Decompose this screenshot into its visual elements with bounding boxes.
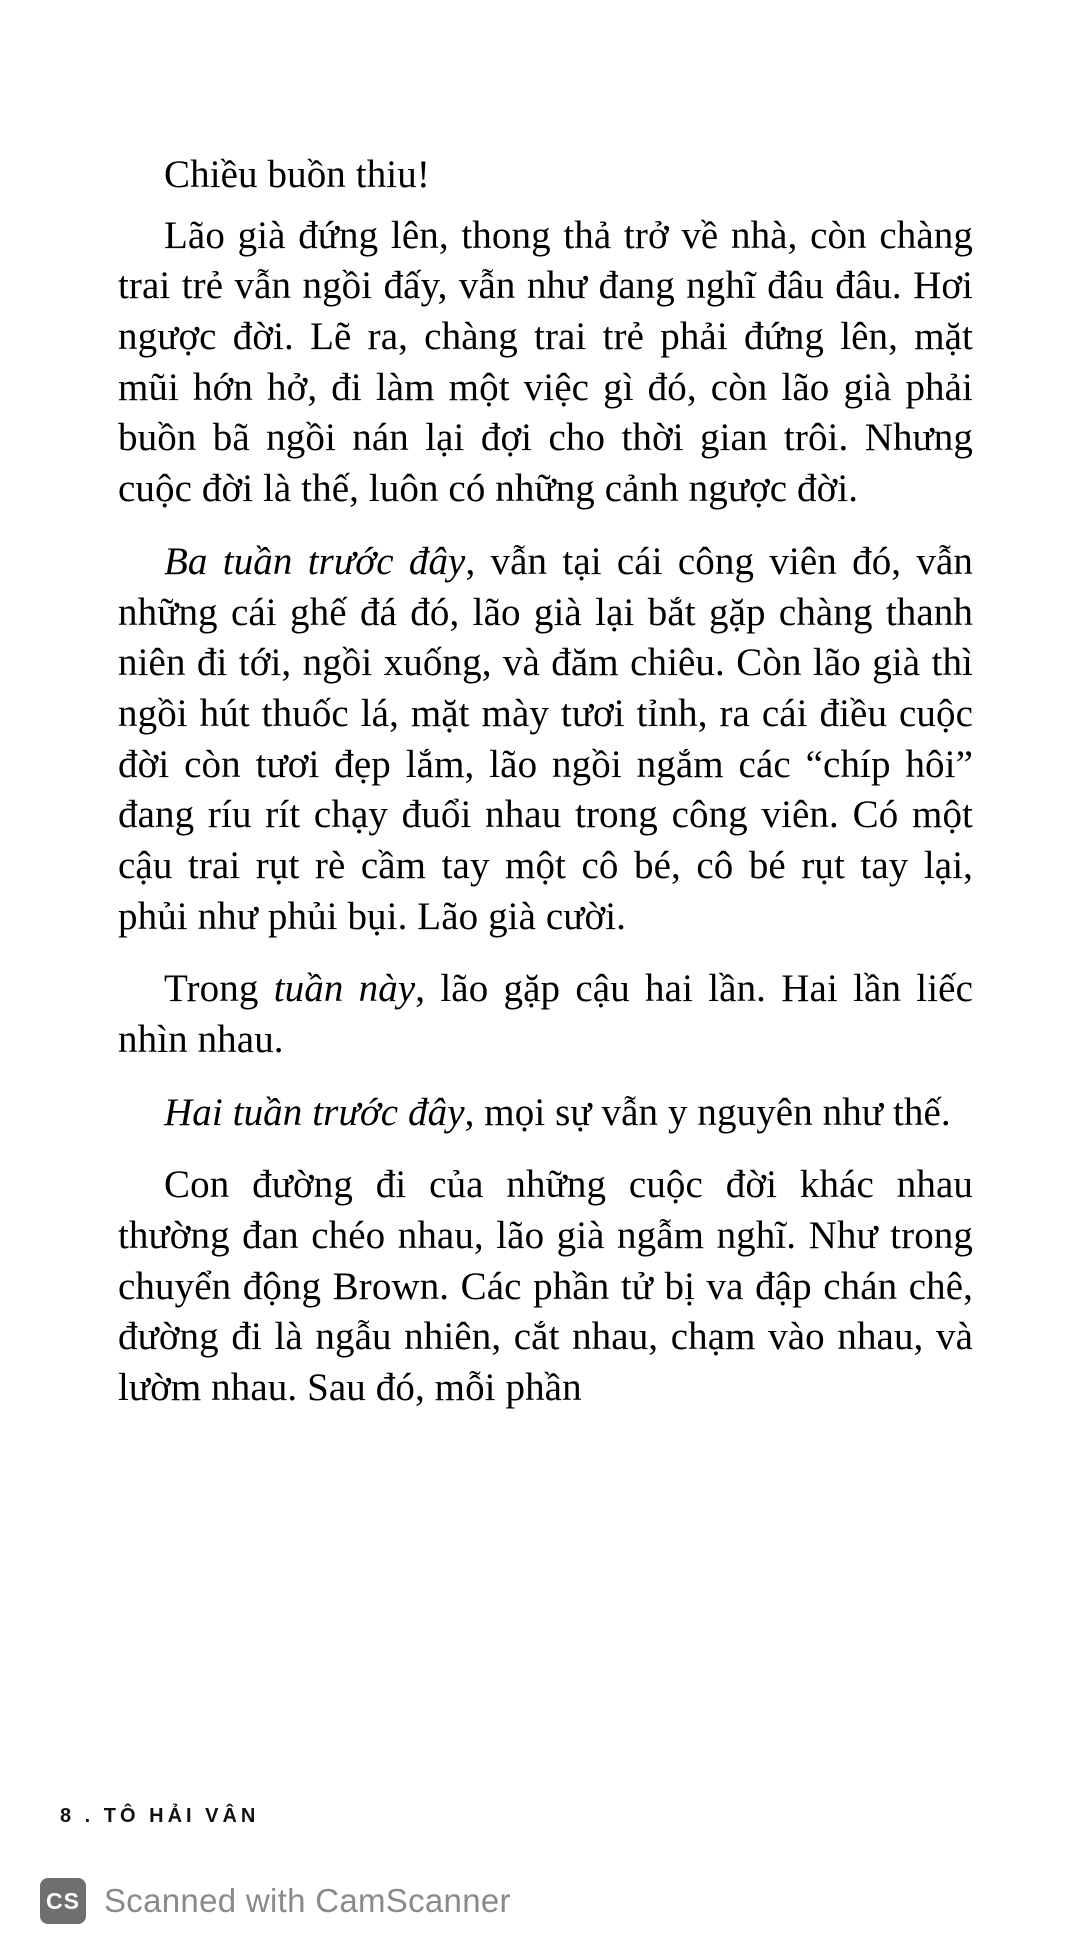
body-text: , vẫn tại cái công viên đó, vẫn những cái ghế đá đó, lão già lại bắt gặp chàng thanh niên đi tới, ngồi xuống, và đăm chiêu. Còn lão già thì ngồi hút thuốc lá, mặt mày tươi tỉnh, ra cái điều cuộc đời còn tươi đẹp lắm, lão ngồi ngắm các “chíp hôi” đang ríu rít chạy đuổi nhau trong công viên. Có một cậu trai rụt rè cầm tay một cô bé, cô bé rụt tay lại, phủi như phủi bụi. Lão già cười. [118, 539, 973, 938]
body-text-column [118, 150, 973, 1420]
camscanner-label: Scanned with CamScanner [104, 1882, 511, 1919]
camscanner-logo-icon: CS [40, 1878, 86, 1924]
paragraph [118, 150, 973, 201]
camscanner-watermark [40, 1878, 511, 1924]
body-text: Trong [164, 967, 274, 1011]
body-text: , mọi sự vẫn y nguyên như thế. [464, 1090, 951, 1134]
paragraph [118, 964, 973, 1065]
paragraph [118, 1088, 973, 1139]
emphasis-text: Hai tuần trước đây [164, 1090, 465, 1134]
body-text: , lão gặp cậu hai lần. Hai lần liếc nhìn nhau. [118, 967, 973, 1061]
body-text: Chiều buồn thiu! [164, 153, 430, 196]
emphasis-text: Ba tuần trước đây [164, 539, 466, 583]
running-head: 8 . TÔ HẢI VÂN [60, 1805, 260, 1827]
paragraph [118, 537, 973, 943]
paragraph [118, 211, 973, 515]
body-text: Lão già đứng lên, thong thả trở về nhà, còn chàng trai trẻ vẫn ngồi đấy, vẫn như đang nghĩ đâu đâu. Hơi ngược đời. Lẽ ra, chàng trai trẻ phải đứng lên, mặt mũi hớn hở, đi làm một việc gì đó, còn lão già phải buồn bã ngồi nán lại đợi cho thời gian trôi. Nhưng cuộc đời là thế, luôn có những cảnh ngược đời. [118, 213, 973, 511]
emphasis-text: tuần này [273, 967, 416, 1011]
paragraph [118, 1160, 973, 1413]
body-text: Con đường đi của những cuộc đời khác nhau thường đan chéo nhau, lão già ngẫm nghĩ. Như trong chuyển động Brown. Các phần tử bị va đập chán chê, đường đi là ngẫu nhiên, cắt nhau, chạm vào nhau, và lườm nhau. Sau đó, mỗi phần [118, 1163, 973, 1410]
